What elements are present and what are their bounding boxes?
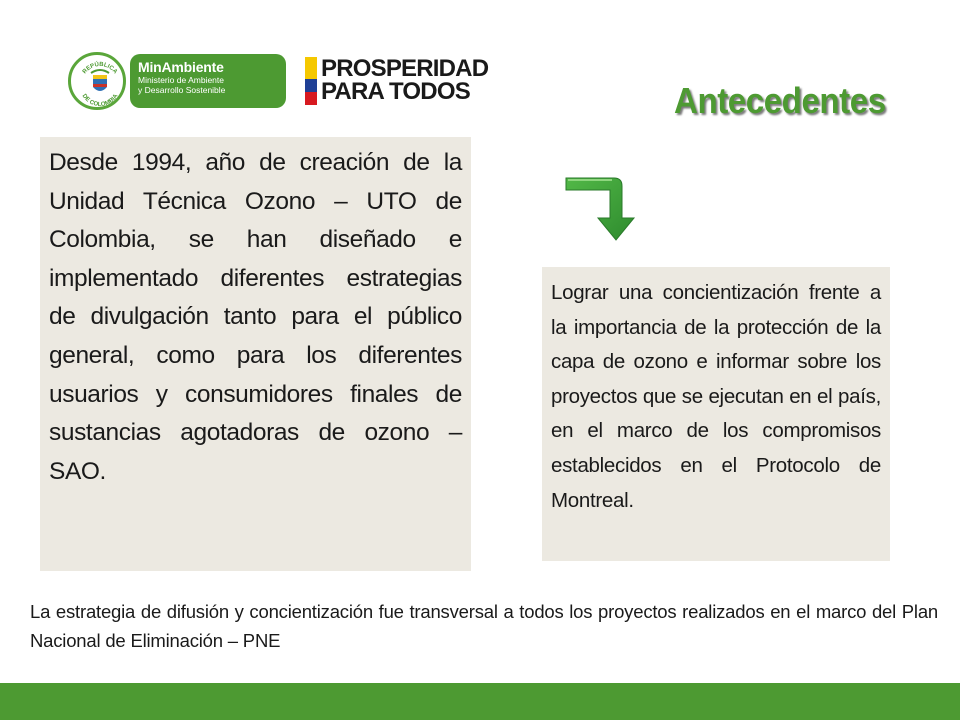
seal-text-bottom: DE COLOMBIA (80, 93, 120, 109)
minambiente-logo (68, 52, 286, 110)
ministry-line-2: y Desarrollo Sostenible (138, 85, 226, 95)
history-text-box (40, 137, 471, 571)
strategy-statement: La estrategia de difusión y concientización fue transversal a todos los proyectos realizados en el marco del Plan Nacional de Eliminación – PNE (30, 601, 938, 651)
prosperidad-logo (305, 57, 505, 105)
objective-paragraph: Lograr una concientización frente a la importancia de la protección de la capa de ozono e informar sobre los proyectos que se ejecutan en el país, en el marco de los compromisos establecidos en el Protocolo de Montreal. (551, 281, 881, 512)
ministry-line-1: Ministerio de Ambiente (138, 75, 224, 85)
objective-text-box (542, 267, 890, 561)
footer-bar (0, 683, 960, 720)
svg-text:DE COLOMBIA (81, 93, 120, 108)
bent-arrow-down-icon (562, 172, 640, 244)
history-paragraph: Desde 1994, año de creación de la Unidad Técnica Ozono – UTO de Colombia, se han diseñado e implementado diferentes estrategias de divulgación tanto para el público general, como para los diferentes usuarios y consumidores finales de sustancias agotadoras de ozono – SAO. (49, 149, 462, 485)
ministry-badge (130, 54, 286, 108)
prosperidad-text (321, 57, 488, 103)
colombia-flag-icon (305, 57, 317, 105)
slide-title: Antecedentes (674, 80, 886, 121)
ministry-name: MinAmbiente (138, 59, 224, 75)
seal-text-top: REPÚBLICA (81, 61, 119, 76)
prosperidad-line-2: PARA TODOS (321, 78, 470, 105)
svg-text:REPÚBLICA (82, 61, 119, 76)
prosperidad-line-1: PROSPERIDAD (321, 55, 489, 82)
colombia-coat-of-arms-icon (68, 52, 126, 110)
